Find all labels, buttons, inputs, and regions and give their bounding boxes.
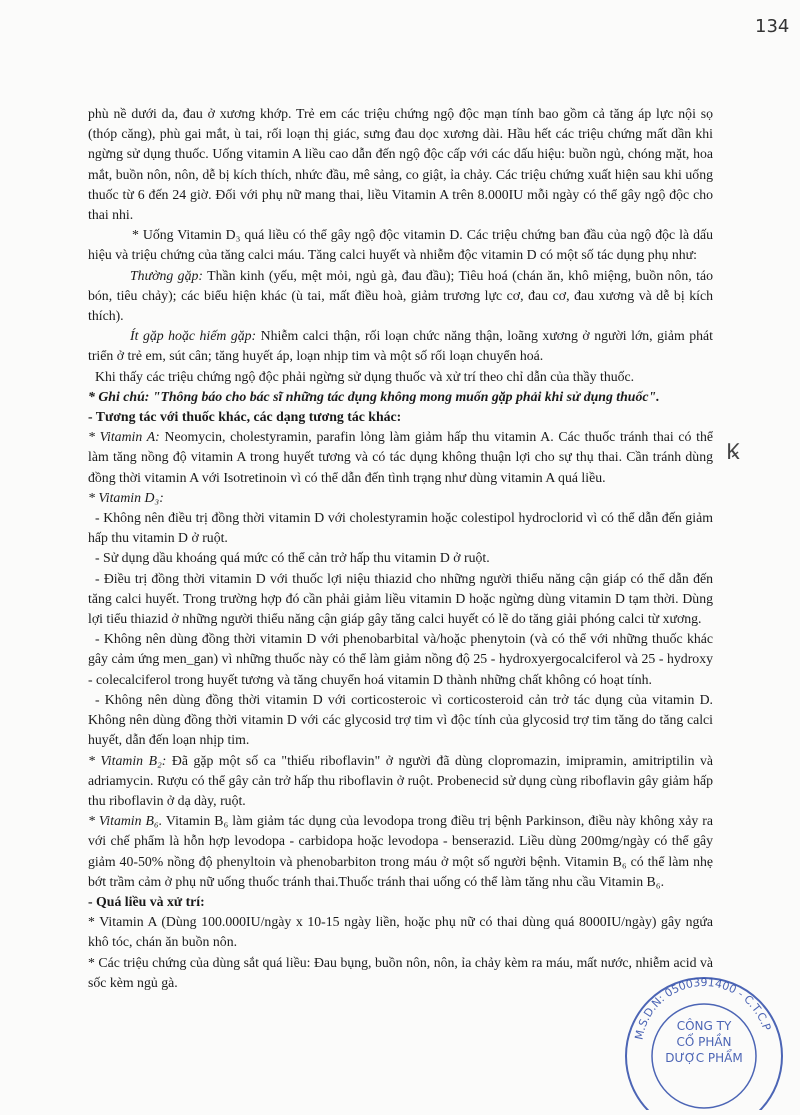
paragraph-vitamin-d-overdose: * Uống Vitamin D₃ quá liều có thể gây ngộ độc vitamin D. Các triệu chứng ban đầu của ngộ độc là dấu hiệu và triệu chứng của tăng calci máu. Tăng calci huyết và nhiễm độc vitamin D có một số tác dụng phụ như: xyxy=(88,227,713,263)
seal-line-3: DƯỢC PHẨM xyxy=(665,1051,743,1065)
handwritten-margin-mark: Ꝃ xyxy=(726,440,740,465)
paragraph-d-cholestyramin: - Không nên điều trị đồng thời vitamin D với cholestyramin hoặc colestipol hydroclorid vì có thể dẫn đến giảm hấp thu vitamin D ở ruột. xyxy=(88,510,713,546)
page-number: 134 xyxy=(755,16,790,37)
company-seal xyxy=(614,960,794,1110)
seal-line-1: CÔNG TY xyxy=(676,1019,732,1033)
paragraph-vitamin-a-toxicity: phù nề dưới da, đau ở xương khớp. Trẻ em các triệu chứng ngộ độc mạn tính bao gồm cả tăng áp lực nội sọ (thóp căng), phù gai mắt, ù tai, rối loạn thị giác, sưng đau dọc xương dài. Hầu hết các triệu chứng mất dần khi ngừng sử dụng thuốc. Uống vitamin A liều cao dẫn đến ngộ độc cấp với các dấu hiệu: buồn ngủ, chóng mặt, hoa mắt, buồn nôn, nôn, dễ bị kích thích, nhức đầu, mê sảng, co giật, ỉa chảy. Các triệu chứng xuất hiện sau khi uống thuốc từ 6 đến 24 giờ. Đối với phụ nữ mang thai, liều Vitamin A trên 8.000IU mỗi ngày có thể gây ngộ độc cho thai nhi. xyxy=(88,106,713,223)
paragraph-vitamin-b6 xyxy=(88,811,713,892)
seal-graphic xyxy=(614,960,794,1110)
interactions-heading: - Tương tác với thuốc khác, các dạng tương tác khác: xyxy=(88,409,402,425)
note-line: * Ghi chú: "Thông báo cho bác sĩ những tác dụng không mong muốn gặp phải khi sử dụng thuốc". xyxy=(88,388,660,404)
seal-ring-text: M.S.D.N: 0500391400 - C.T.C.P xyxy=(632,975,774,1041)
paragraph-rare-effects xyxy=(88,326,713,366)
paragraph-d-thiazid: - Điều trị đồng thời vitamin D với thuốc lợi niệu thiazid cho những người thiểu năng cận giáp có thể dẫn đến tăng calci huyết. Trong trường hợp đó cần phải giảm liều vitamin D hoặc ngừng dùng vitamin D tạm thời. Dùng lợi tiểu thiazid ở những người thiểu năng cận giáp gây tăng calci huyết có lẽ do tăng giải phóng calci từ xương. xyxy=(88,570,713,627)
document-body xyxy=(88,104,713,993)
vitamin-d3-label: * Vitamin D₃: xyxy=(88,489,164,505)
common-text: Thần kinh (yếu, mệt mỏi, ngủ gà, đau đầu); Tiêu hoá (chán ăn, khô miệng, buồn nôn, táo bón, tiêu chảy); các biểu hiện khác (ù tai, mất điều hoà, giảm trương lực cơ, đau cơ, đau xương và dễ bị kích thích). xyxy=(88,267,713,324)
seal-line-2: CỔ PHẦN xyxy=(676,1035,732,1049)
paragraph-vitamin-b2 xyxy=(88,751,713,812)
paragraph-overdose-vitamin-a: * Vitamin A (Dùng 100.000IU/ngày x 10-15 ngày liền, hoặc phụ nữ có thai dùng quá 8000IU/ngày) gây ngứa khô tóc, chán ăn buồn nôn. xyxy=(88,914,713,950)
paragraph-vitamin-a-interactions xyxy=(88,427,713,488)
vitamin-b2-label: * Vitamin B₂: xyxy=(88,752,167,768)
vitamin-b6-text: Vitamin B₆ làm giảm tác dụng của levodopa trong điều trị bệnh Parkinson, điều này không xảy ra với chế phẩm là hỗn hợp levodopa - carbidopa hoặc levodopa - benserazid. Liều dùng 200mg/ngày có thể gây giảm 40-50% nồng độ phenyltoin và phenobarbiton trong máu ở một số người bệnh. Vitamin B₆ có thể làm nhẹ bớt trầm cảm ở phụ nữ uống thuốc tránh thai.Thuốc tránh thai uống có thể làm tăng nhu cầu Vitamin B₆. xyxy=(88,813,714,889)
vitamin-b6-label: * Vitamin B₆. xyxy=(88,813,163,829)
vitamin-a-label: * Vitamin A: xyxy=(88,429,160,445)
paragraph-stop-use: Khi thấy các triệu chứng ngộ độc phải ngừng sử dụng thuốc và xử trí theo chỉ dẫn của thầy thuốc. xyxy=(95,368,635,384)
vitamin-a-text: Neomycin, cholestyramin, parafin lỏng làm giảm hấp thu vitamin A. Các thuốc tránh thai có thể làm tăng nồng độ vitamin A trong huyết tương và có tác dụng không thuận lợi cho sự thụ thai. Cần tránh dùng đồng thời vitamin A với Isotretinoin vì có thể dẫn đến tình trạng như dùng vitamin A quá liều. xyxy=(88,429,714,485)
overdose-heading: - Quá liều và xử trí: xyxy=(88,893,205,909)
vitamin-b2-text: Đã gặp một số ca "thiếu riboflavin" ở người đã dùng clopromazin, imipramin, amitriptilin và adriamycin. Rượu có thể gây cản trở hấp thu riboflavin ở ruột. Probenecid sử dụng cùng riboflavin gây giảm hấp thu riboflavin ở dạ dày, ruột. xyxy=(88,752,714,808)
paragraph-overdose-iron: * Các triệu chứng của dùng sắt quá liều: Đau bụng, buồn nôn, nôn, ỉa chảy kèm ra máu, mất nước, nhiễm acid và sốc kèm ngủ gà. xyxy=(88,954,713,990)
paragraph-common-effects xyxy=(88,266,713,327)
paragraph-d-phenobarbital: - Không nên dùng đồng thời vitamin D với phenobarbital và/hoặc phenytoin (và có thể với những thuốc khác gây cảm ứng men_gan) vì những thuốc này có thể làm giảm nồng độ 25 - hydroxyergocalciferol và 25 - hydroxy - colecalciferol trong huyết tương và tăng chuyển hoá vitamin D thành những chất không có hoạt tính. xyxy=(88,631,713,687)
rare-label: Ít gặp hoặc hiếm gặp: xyxy=(130,328,257,344)
paragraph-d-corticosteroid: - Không nên dùng đồng thời vitamin D với corticosteroic vì corticosteroid cản trở tác dụng của vitamin D. Không nên dùng đồng thời vitamin D với các glycosid trợ tim vì độc tính của glycosid trợ tim tăng do tăng calci huyết, dẫn đến loạn nhịp tim. xyxy=(88,691,713,748)
rare-text: Nhiễm calci thận, rối loạn chức năng thận, loãng xương ở người lớn, giảm phát triển ở trẻ em, sút cân; tăng huyết áp, loạn nhịp tim và một số rối loạn chuyển hoá. xyxy=(88,328,713,364)
common-label: Thường gặp: xyxy=(130,267,203,283)
paragraph-d-mineral-oil: - Sử dụng dầu khoáng quá mức có thể cản trở hấp thu vitamin D ở ruột. xyxy=(95,550,490,566)
